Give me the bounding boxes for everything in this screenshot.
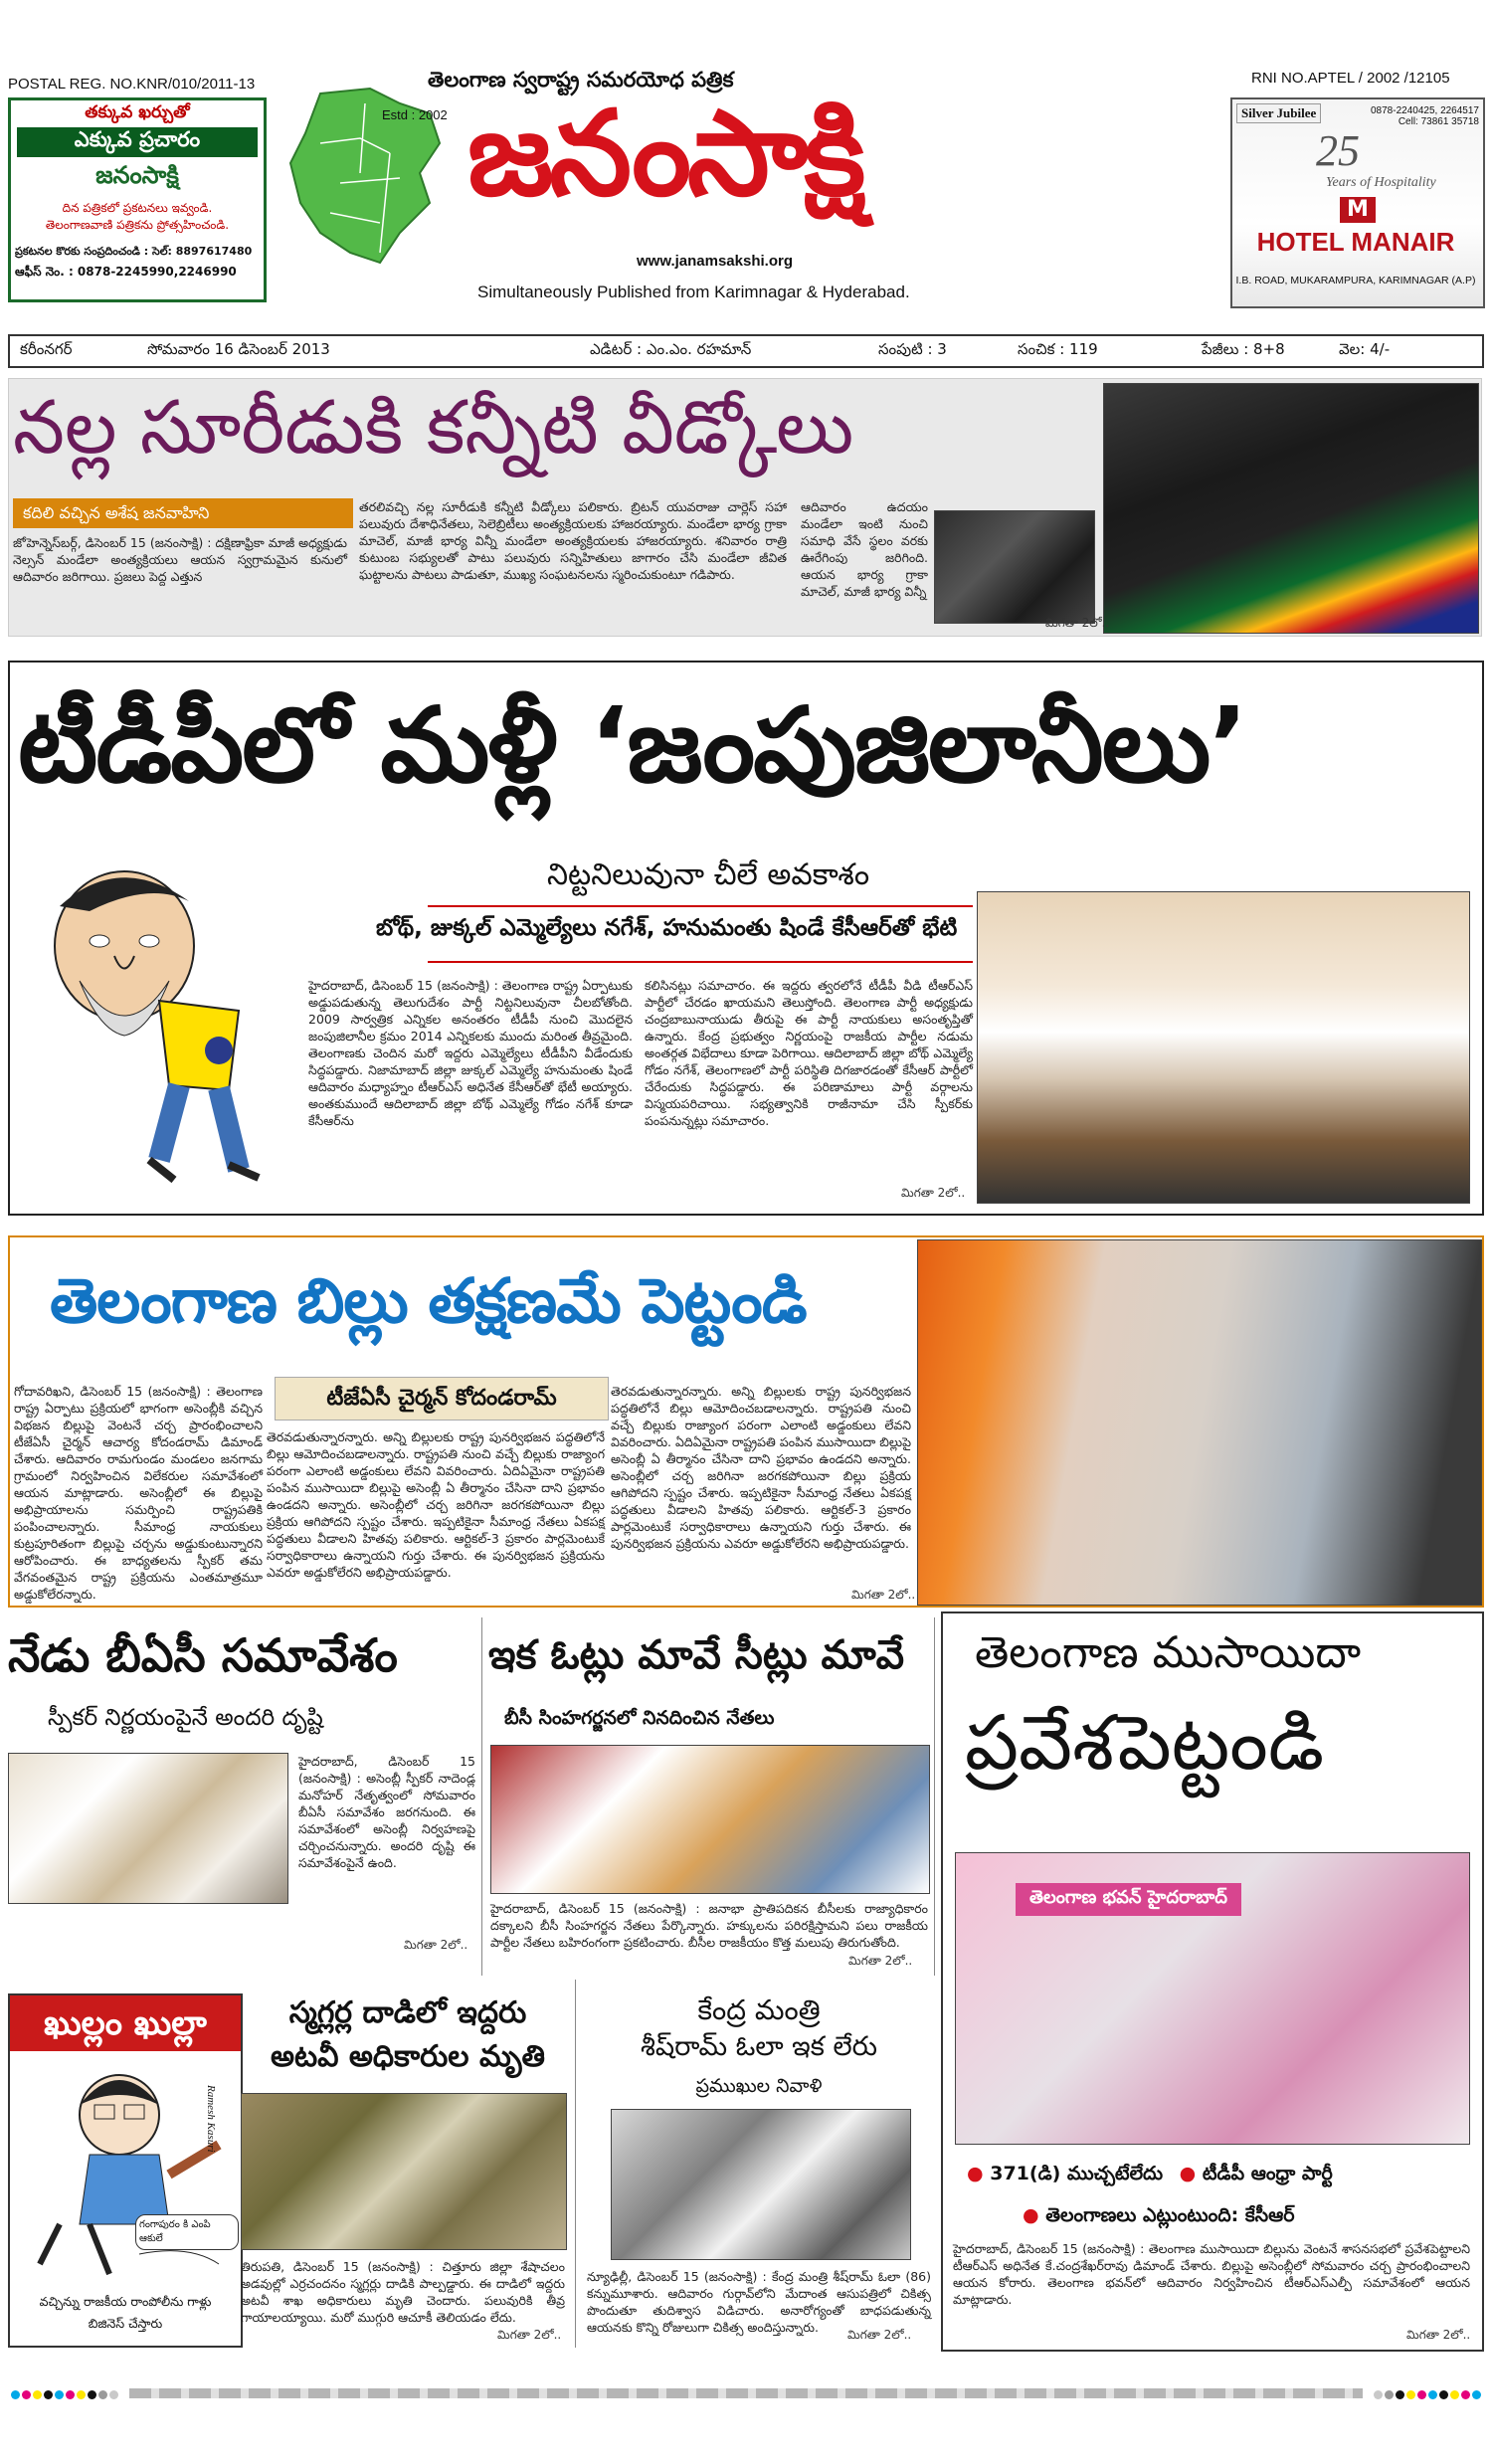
mandela-col1: జోహెన్నెస్‌బర్గ్, డిసెంబర్ 15 (జనంసాక్షి) : దక్షిణాఫ్రికా మాజీ అధ్యక్షుడు నెల్సన్ మండేలా అంత్యక్రియలు ఆయన స్వగ్రామమైన కునులో ఆదివారం జరిగాయి. ప్రజలు పెద్ద ఎత్తున bbox=[13, 535, 347, 584]
left-ad-line1: తక్కువ ఖర్చుతో bbox=[85, 102, 190, 122]
right-ad-years-text: Years of Hospitality bbox=[1326, 175, 1436, 190]
kcr-bullet-2: ● bbox=[1179, 2163, 1197, 2184]
dateline-date: సోమవారం 16 డిసెంబర్ 2013 bbox=[147, 340, 330, 358]
kcr-highlight-row-2 bbox=[1023, 2204, 1295, 2231]
bac-continued[interactable]: మిగతా 2లో.. bbox=[404, 1938, 468, 1952]
kodandaram-col1: గోదావరిఖని, డిసెంబర్ 15 (జనంసాక్షి) : తెలంగాణ రాష్ట్ర ఏర్పాటు ప్రక్రియలో భాగంగా అసెంబ్లీకి వచ్చిన విభజన బిల్లుపై వెంటనే చర్చ ప్రారంభించాలని టీజేఏసీ చైర్మన్ ఆచార్య కోదండరామ్ డిమాండ్ చేశారు. ఆదివారం రామగుండం మండలం జనగామ గ్రామంలో నిర్వహించిన విలేకరుల సమావేశంలో ఆయన మాట్లాడారు. అసెంబ్లీలో ఈ బిల్లుపై అభిప్రాయాలను సమర్పించి రాష్ట్రపతికి పంపించాలన్నారు. సీమాంధ్ర నాయకులు కుట్రపూరితంగా బిల్లుపై చర్చను అడ్డుకుంటున్నారని ఆరోపించారు. ఈ బాధ్యతలను స్పీకర్ తమ వేగవంతమైన రాష్ట్ర ప్రక్రియను ఎంతమాత్రమూ అడ్డుకోలేరన్నారు. bbox=[14, 1384, 263, 1602]
kcr-highlight-row bbox=[967, 2163, 1333, 2189]
left-ad[interactable] bbox=[8, 97, 267, 302]
tagline: తెలంగాణ స్వరాష్ట్ర సమరయోధ పత్రిక bbox=[428, 68, 734, 92]
mandela-continued[interactable]: మిగతా 2లో.. bbox=[1045, 616, 1110, 630]
right-ad-hotel: HOTEL MANAIR bbox=[1256, 227, 1455, 257]
kodandaram-headline: తెలంగాణ బిల్లు తక్షణమే పెట్టండి bbox=[50, 1264, 807, 1337]
mandela-kicker: కదిలి వచ్చిన అశేష జనవాహిని bbox=[13, 498, 353, 528]
bc-deck: బీసీ సింహగర్జనలో నినదించిన నేతలు bbox=[504, 1707, 775, 1729]
cartoon-title: ఖుల్లం ఖుల్లా bbox=[10, 1995, 241, 2051]
story-forest bbox=[241, 1980, 576, 2348]
bc-rally-photo bbox=[490, 1745, 930, 1894]
left-ad-line3: దిన పత్రికలో ప్రకటనలు ఇవ్వండి. bbox=[62, 201, 213, 215]
dateline-price: వెల: 4/- bbox=[1339, 340, 1391, 358]
story-bc bbox=[481, 1617, 935, 1976]
kcr-bullet-3: ● bbox=[1023, 2204, 1039, 2226]
forest-continued[interactable]: మిగతా 2లో.. bbox=[497, 2328, 562, 2342]
left-ad-contact-office: ఆఫీస్ నెం. : 0878-2245990,2246990 bbox=[15, 265, 237, 279]
tdp-col1: హైదరాబాద్, డిసెంబర్ 15 (జనంసాక్షి) : తెలంగాణ రాష్ట్ర ఏర్పాటుకు అడ్డుపడుతున్న తెలుగుదేశం పార్టీ నిట్టనిలువునా చీలబోతోంది. 2009 సార్వత్రిక ఎన్నికల అనంతరం టీడీపీ నుంచి మొదలైన జంపుజిలానీల క్రమం 2014 ఎన్నికలకు ముందు మరింత తీవ్రమైంది. తెలంగాణకు చెందిన మరో ఇద్దరు ఎమ్మెల్యేలు టీడీపీని వీడేందుకు సిద్ధపడ్డారు. నిజామాబాద్ జిల్లా జుక్కల్ ఎమ్మెల్యే హనుమంతు షిండే ఆదివారం మధ్యాహ్నం టీఆర్‌ఎస్ అధినేత కేసీఆర్‌తో భేటీ అయ్యారు. అంతకుముందే ఆదిలాబాద్ జిల్లా బోథ్ ఎమ్మెల్యే గోడం నగేశ్ కూడా కేసీఆర్‌ను bbox=[308, 978, 633, 1128]
kcr-text: హైదరాబాద్, డిసెంబర్ 15 (జనంసాక్షి) : తెలంగాణ ముసాయిదా బిల్లును వెంటనే శాసనసభలో ప్రవేశపెట్టాలని టీఆర్‌ఎస్ అధినేత కే.చంద్రశేఖర్‌రావు డిమాండ్ చేశారు. బిల్లుపై అసెంబ్లీలో సోమవారం చర్చ ప్రారంభించాలని ఆయన కోరారు. తెలంగాణ భవన్‌లో ఆదివారం నిర్వహించిన టీఆర్‌ఎస్‌ఎల్పీ సమావేశంలో ఆయన మాట్లాడారు. bbox=[953, 2241, 1470, 2307]
tdp-deck: బోథ్, జుక్కల్ ఎమ్మెల్యేలు నగేశ్, హనుమంతు షిండే కేసీఆర్‌తో భేటి bbox=[376, 915, 958, 941]
postal-reg: POSTAL REG. NO.KNR/010/2011-13 bbox=[8, 76, 256, 93]
right-ad[interactable] bbox=[1230, 97, 1485, 308]
forest-headline-2: అటవీ అధికారుల మృతి bbox=[270, 2039, 546, 2074]
left-ad-brand: జనంసాక్షి bbox=[95, 161, 179, 189]
hotel-logo-icon: M bbox=[1340, 197, 1376, 223]
kcr-highlight-2: టీడీపీ ఆంధ్రా పార్టీ bbox=[1202, 2163, 1333, 2184]
mandela-headline: నల్ల సూరీడుకి కన్నీటి వీడ్కోలు bbox=[13, 385, 854, 471]
ola-headline-1: కేంద్ర మంత్రి bbox=[697, 1993, 821, 2026]
kcr-photo-banner: తెలంగాణ భవన్ హైదరాబాద్ bbox=[1016, 1883, 1241, 1916]
color-registration-bar bbox=[0, 2385, 1492, 2401]
mandela-col3: ఆదివారం ఉదయం మండేలా ఇంటి నుంచి సమాధి వేసే స్థలం వరకు ఊరేగింపు జరిగింది. ఆయన భార్య గ్రాకా మాచెల్, మాజీ భార్య విన్నీ bbox=[801, 499, 928, 599]
forest-headline-1: స్మగ్లర్ల దాడిలో ఇద్దరు bbox=[288, 1995, 527, 2030]
ola-deck: ప్రముఖుల నివాళి bbox=[695, 2075, 823, 2097]
kodandaram-col2: తెరవడుతున్నారన్నారు. అన్ని బిల్లులకు రాష్ట్ర పునర్విభజన పద్ధతిలోనే బిల్లు ఆమోదించబడాలన్నారు. రాష్ట్రపతి నుంచి వచ్చే బిల్లుకు రాజ్యాంగ పరంగా ఎలాంటి అడ్డంకులు లేవని వివరించారు. ఏదిఏమైనా రాష్ట్రపతి పంపిన ముసాయిదా బిల్లుపై అసెంబ్లీ ఏ తీర్మానం చేసినా దాని ప్రభావం ఉండదని అన్నారు. అసెంబ్లీలో చర్చ జరిగినా జరగకపోయినా బిల్లు ప్రక్రియ ఆగిపోదని స్పష్టం చేశారు. ఇప్పటికైనా సీమాంధ్ర నేతలు ఏకపక్ష పద్ధతులు వీడాలని హితవు పలికారు. ఆర్టికల్-3 ప్రకారం పార్లమెంటుకే సర్వాధికారాలు ఉన్నాయని గుర్తు చేశారు. ఈ పునర్విభజన ప్రక్రియను ఎవరూ అడ్డుకోలేరని అభిప్రాయపడ్డారు. bbox=[611, 1384, 911, 1551]
bc-continued[interactable]: మిగతా 2లో.. bbox=[848, 1954, 913, 1968]
story-mandela bbox=[8, 378, 1482, 637]
right-ad-phones: 0878-2240425, 2264517 Cell: 73861 35718 bbox=[1371, 105, 1479, 127]
bc-text: హైదరాబాద్, డిసెంబర్ 15 (జనంసాక్షి) : జనాభా ప్రాతిపదికన బీసీలకు రాజ్యాధికారం దక్కాలని బీసీ సింహగర్జన నేతలు పేర్కొన్నారు. హక్కులను పరిరక్షిస్తామని పలు రాజకీయ పార్టీల నేతలు బహిరంగంగా ప్రకటించారు. బీసీల రాజకీయం కొత్త మలుపు తిరుగుతోంది. bbox=[490, 1901, 928, 1950]
website[interactable]: www.janamsakshi.org bbox=[637, 253, 793, 270]
tdp-rule-2 bbox=[428, 961, 973, 963]
story-tdp bbox=[8, 661, 1484, 1216]
left-ad-line2: ఎక్కువ ప్రచారం bbox=[17, 127, 258, 157]
kodandaram-col1b-text: తెరవడుతున్నారన్నారు. అన్ని బిల్లులకు రాష్ట్ర పునర్విభజన పద్ధతిలోనే బిల్లు ఆమోదించబడాలన్నారు. రాష్ట్రపతి నుంచి వచ్చే బిల్లుకు రాజ్యాంగ పరంగా ఎలాంటి అడ్డంకులు లేవని వివరించారు. ఏదిఏమైనా రాష్ట్రపతి పంపిన ముసాయిదా బిల్లుపై అసెంబ్లీ ఏ తీర్మానం చేసినా దాని ప్రభావం ఉండదని అన్నారు. అసెంబ్లీలో చర్చ జరిగినా జరగకపోయినా బిల్లు ప్రక్రియ ఆగిపోదని స్పష్టం చేశారు. ఇప్పటికైనా సీమాంధ్ర నేతలు ఏకపక్ష పద్ధతులు వీడాలని హితవు పలికారు. ఆర్టికల్-3 ప్రకారం పార్లమెంటుకే సర్వాధికారాలు ఉన్నాయని గుర్తు చేశారు. ఈ పునర్విభజన ప్రక్రియను ఎవరూ అడ్డుకోలేరని అభిప్రాయపడ్డారు. bbox=[267, 1429, 605, 1580]
forest-photo bbox=[241, 2093, 567, 2250]
cartoon-box bbox=[8, 1993, 243, 2348]
tdp-subhead: నిట్టనిలువునా చీలే అవకాశం bbox=[547, 857, 870, 892]
dateline-place: కరీంనగర్ bbox=[20, 340, 73, 358]
masthead bbox=[0, 0, 1492, 318]
cartoon-artist: Ramesh Kasuri bbox=[205, 2085, 217, 2153]
ola-tribute-photo bbox=[611, 2109, 911, 2260]
bac-headline: నేడు బీఏసీ సమావేశం bbox=[8, 1628, 398, 1682]
tdp-continued[interactable]: మిగతా 2లో.. bbox=[901, 1186, 966, 1200]
tdp-meeting-photo bbox=[977, 891, 1470, 1204]
kcr-continued[interactable]: మిగతా 2లో.. bbox=[1406, 2328, 1471, 2342]
kodandaram-photo bbox=[917, 1239, 1482, 1606]
dateline-editor: ఎడిటర్ : ఎం.ఎం. రహమాన్ bbox=[590, 340, 752, 358]
rni-number: RNI NO.APTEL / 2002 /12105 bbox=[1251, 70, 1450, 87]
dateline-volume: సంపుటి : 3 bbox=[878, 340, 947, 358]
estd: Estd : 2002 bbox=[382, 107, 448, 122]
story-ola bbox=[587, 1980, 931, 2348]
mandela-funeral-photo bbox=[1103, 383, 1479, 634]
kodandaram-col1b bbox=[267, 1428, 605, 1588]
bac-text: హైదరాబాద్, డిసెంబర్ 15 (జనంసాక్షి) : అసెంబ్లీ స్పీకర్ నాదెండ్ల మనోహర్ నేతృత్వంలో సోమవారం బీఏసీ సమావేశం జరగనుంది. ఈ సమావేశంలో అసెంబ్లీ నిర్వహణపై చర్చించనున్నారు. అందరి దృష్టి ఈ సమావేశంపైనే ఉంది. bbox=[298, 1754, 475, 1870]
ola-continued[interactable]: మిగతా 2లో.. bbox=[847, 2328, 912, 2342]
tdp-rule bbox=[428, 905, 973, 907]
right-ad-address: I.B. ROAD, MUKARAMPURA, KARIMNAGAR (A.P) bbox=[1235, 275, 1476, 286]
bac-meeting-photo bbox=[8, 1753, 288, 1904]
cartoon-caption-1: వచ్చిన్ను రాజకీయ రాంపోలీను గాళ్లు bbox=[39, 2294, 212, 2309]
ola-text: న్యూఢిల్లీ, డిసెంబర్ 15 (జనంసాక్షి) : కేంద్ర మంత్రి శీష్‌రామ్ ఓలా (86) కన్నుమూశారు. ఆదివారం గుర్గావ్‌లోని మేదాంత ఆసుపత్రిలో చికిత్స పొందుతూ తుదిశ్వాస విడిచారు. అనారోగ్యంతో బాధపడుతున్న ఆయనకు కొన్ని రోజులుగా చికిత్స అందిస్తున్నారు. bbox=[587, 2269, 931, 2335]
registration-dots-right bbox=[1373, 2384, 1492, 2403]
right-ad-badge: Silver Jubilee bbox=[1236, 103, 1321, 123]
kcr-highlight-3: తెలంగాణలు ఎట్లుంటుంది: కేసీఆర్ bbox=[1045, 2204, 1295, 2226]
tdp-headline: టీడీపీలో మళ్లీ ‘జంపుజిలానీలు’ bbox=[18, 684, 1246, 806]
kodandaram-byline: టీజేఏసీ చైర్మన్ కోదండరామ్ bbox=[275, 1377, 609, 1421]
mandela-mourner-photo bbox=[934, 510, 1095, 624]
story-bac bbox=[8, 1617, 479, 1976]
kcr-headline-line2: ప్రవేశపెట్టండి bbox=[965, 1698, 1325, 1787]
story-kodandaram bbox=[8, 1235, 1484, 1608]
kcr-highlight-1: 371(డి) ముచ్చటేలేదు bbox=[990, 2163, 1164, 2184]
left-ad-line4: తెలంగాణవాణి పత్రికను ప్రోత్సహించండి. bbox=[45, 218, 230, 232]
registration-gray-strip bbox=[129, 2388, 1363, 2398]
published-note: Simultaneously Published from Karimnagar & Hyderabad. bbox=[477, 283, 910, 301]
mandela-col2: తరలివచ్చి నల్ల సూరీడుకి కన్నీటి వీడ్కోలు పలికారు. బ్రిటన్ యువరాజు చార్లెస్ సహా పలువురు దేశాధినేతలు, సెలెబ్రిటీలు అంత్యక్రియలకు హాజరయ్యారు. మండేలా భార్య గ్రాకా మాచెల్, మాజీ భార్య విన్నీ మండేలా అంత్యక్రియలకు హాజరయ్యారు. శనివారం రాత్రి కుటుంబ సభ్యులతో పాటు పలువురు సన్నిహితులు జాగారం చేసి మండేలా జీవిత ఘట్టాలను పాటలు పాడుతూ, ముఖ్య సంఘటనలను స్మరించుకుంటూ గడిపారు. bbox=[359, 499, 787, 582]
caricature-drawing-icon bbox=[30, 861, 279, 1200]
dateline-issue: సంచిక : 119 bbox=[1018, 340, 1098, 358]
bac-deck: స్పీకర్ నిర్ణయంపైనే అందరి దృష్టి bbox=[48, 1705, 323, 1731]
kodandaram-continued[interactable]: మిగతా 2లో.. bbox=[851, 1588, 916, 1602]
forest-text: తిరుపతి, డిసెంబర్ 15 (జనంసాక్షి) : చిత్తూరు జిల్లా శేషాచలం అడవుల్లో ఎర్రచందనం స్మగ్లర్లు దాడికి పాల్పడ్డారు. ఈ దాడిలో ఇద్దరు అటవీ శాఖ అధికారులు మృతి చెందారు. పలువురికి తీవ్ర గాయాలయ్యాయి. మరో ముగ్గురి ఆచూకీ తెలియడం లేదు. bbox=[241, 2259, 565, 2325]
ola-headline-2: శీష్‌రామ్ ఓలా ఇక లేరు bbox=[641, 2031, 877, 2062]
registration-dots-left bbox=[0, 2384, 119, 2403]
dateline-bar bbox=[8, 334, 1484, 368]
story-kcr bbox=[941, 1611, 1484, 2352]
bc-headline: ఇక ఓట్లు మావే సీట్లు మావే bbox=[488, 1632, 905, 1678]
dateline-pages: పేజీలు : 8+8 bbox=[1202, 340, 1285, 358]
left-ad-contact-cell: ప్రకటనల కొరకు సంప్రదించండి : సెల్: 8897617480 bbox=[15, 245, 253, 258]
right-ad-years: 25 bbox=[1316, 126, 1360, 175]
newspaper-name: జనంసాక్షి bbox=[467, 85, 862, 222]
cartoon-caption-2: బిజినెస్ చేస్తారు bbox=[88, 2316, 163, 2331]
kcr-headline-line1: తెలంగాణ ముసాయిదా bbox=[975, 1627, 1362, 1678]
tdp-col2: కలిసినట్లు సమాచారం. ఈ ఇద్దరు త్వరలోనే టీడీపీ వీడి టీఆర్‌ఎస్ పార్టీలో చేరడం ఖాయమని తెలుస్తోంది. తెలంగాణ పార్టీ అధ్యక్షుడు చంద్రబాబునాయుడు తీరుపై ఈ పార్టీ నాయకులు అసంతృప్తితో ఉన్నారు. కేంద్ర ప్రభుత్వం నిర్ణయంపై రాజకీయ పార్టీల నడుమ అంతర్గత విభేదాలు కూడా పెరిగాయి. ఆదిలాబాద్ జిల్లా బోథ్ ఎమ్మెల్యే గోడం నగేశ్, తెలంగాణలో పార్టీ పరిస్థితి దిగజారడంతో కేసీఆర్ పార్టీలో చేరేందుకు సిద్ధపడ్డారు. ఈ పరిణామాలు పార్టీ వర్గాలను విస్మయపరిచాయి. సభ్యత్వానికి రాజీనామా చేసి స్పీకర్‌కు పంపనున్నట్లు సమాచారం. bbox=[645, 978, 973, 1128]
kcr-bullet-1: ● bbox=[967, 2163, 984, 2184]
cartoon-bubble: గంగాపురం కి ఎంపి ఆకులే bbox=[135, 2214, 239, 2250]
kcr-press-photo bbox=[955, 1852, 1470, 2145]
